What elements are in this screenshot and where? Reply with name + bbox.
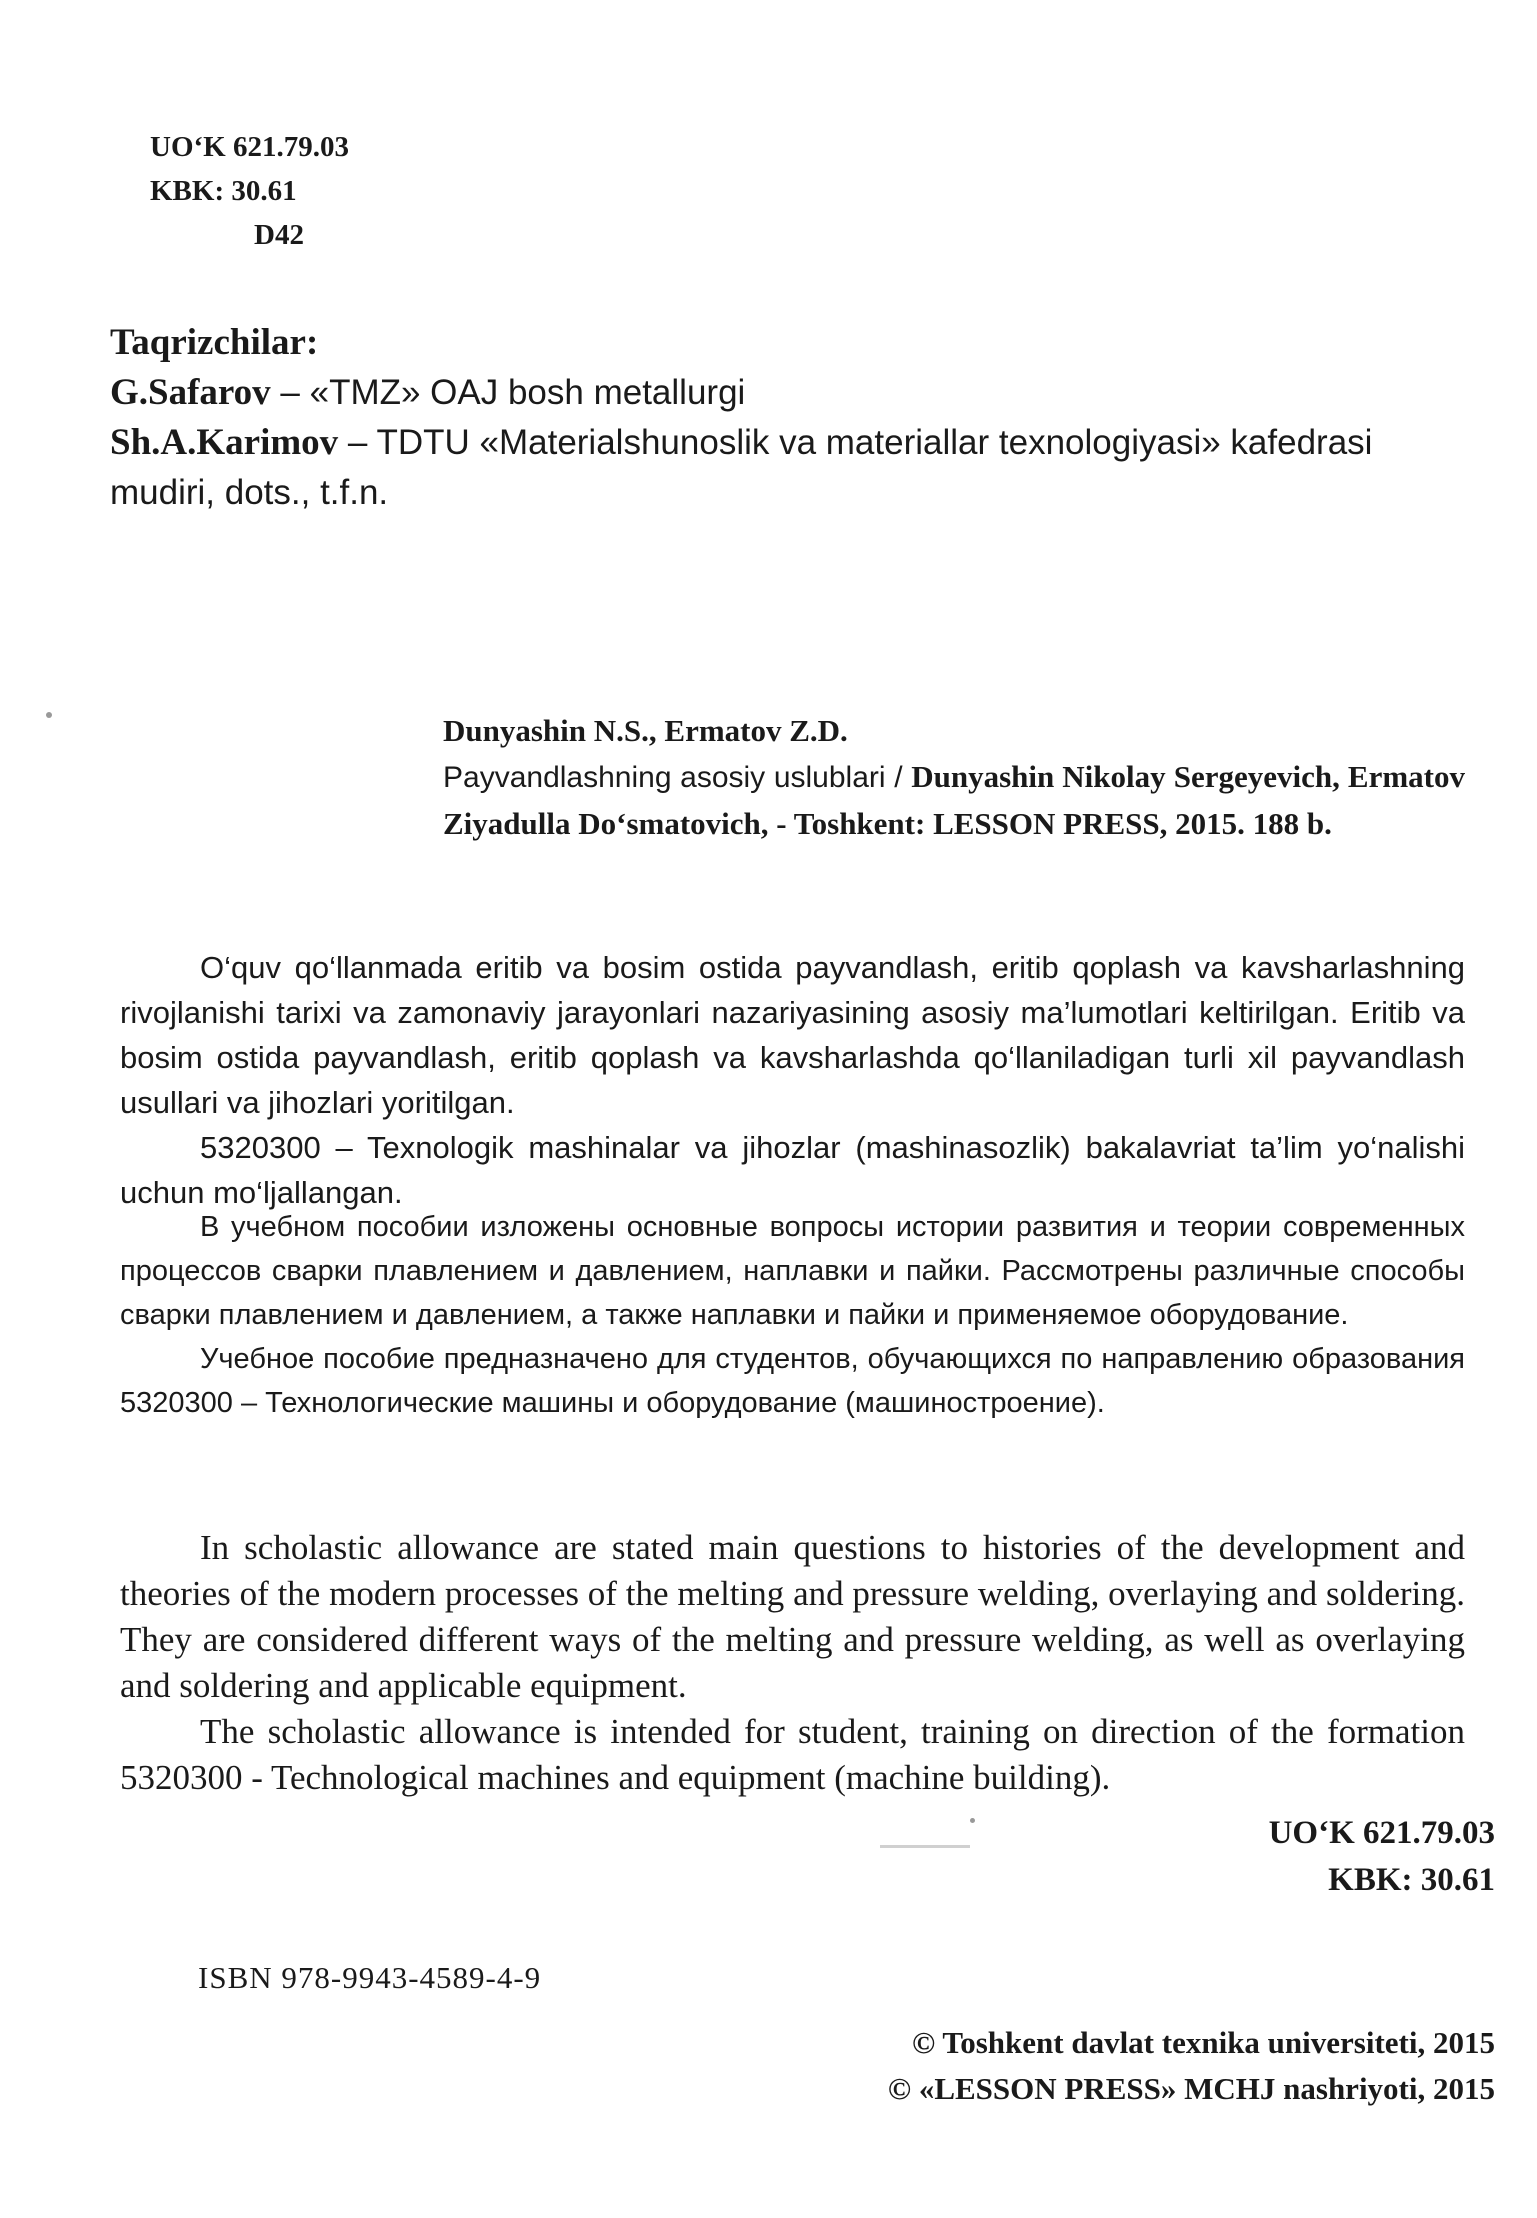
abstract-english [120,1525,1465,1801]
biblio-authors: Dunyashin N.S., Ermatov Z.D. [443,713,848,748]
bibliographic-record [395,708,1465,847]
abstract-en-p1: In scholastic allowance are stated main questions to histories of the development and theories of the modern processes of the melting and pressure welding, overlaying and soldering. They are considered different ways of the melting and pressure welding, as well as overlaying and soldering and applicable equipment. [120,1528,1465,1705]
abstract-uz-p2: 5320300 – Texnologik mashinalar va jihozlar (mashinasozlik) bakalavriat ta’lim yo‘nalishi uchun mo‘ljallangan. [120,1130,1465,1210]
copyright-line-2: © «LESSON PRESS» MCHJ nashriyoti, 2015 [887,2071,1495,2106]
reviewer-2 [110,418,1450,518]
reviewer-2-name: Sh.A.Karimov [110,422,339,463]
abstract-en-p2: The scholastic allowance is intended for student, training on direction of the formation 5320300 - Technological machines and equipment (machine building). [120,1712,1465,1797]
udk-code: UO‘K 621.79.03 [150,131,349,163]
scan-speck [970,1818,975,1823]
bbk-code-bottom: KBK: 30.61 [1328,1862,1495,1898]
author-mark: D42 [254,219,304,251]
abstract-russian [120,1205,1465,1425]
biblio-title: Payvandlashning asosiy uslublari / [443,761,912,794]
bbk-code: KBK: 30.61 [150,175,297,207]
abstract-ru-p2: Учебное пособие предназначено для студентов, обучающихся по направлению образования 5320300 – Технологические машины и оборудование (машиностроение). [120,1343,1465,1419]
scan-smudge [880,1845,970,1848]
reviewer-1 [110,368,1450,418]
reviewer-1-desc: – «TMZ» OAJ bosh metallurgi [270,373,746,412]
abstract-uzbek [120,945,1465,1215]
biblio-body [395,754,1465,847]
reviewers-heading: Taqrizchilar: [110,322,319,363]
copyright-line-1: © Toshkent davlat texnika universiteti, 2015 [912,2025,1495,2060]
reviewer-2-desc: – TDTU «Materialshunoslik va materiallar texnologiyasi» kafedrasi mudiri, dots., t.f.n. [110,423,1373,512]
copyright-block [888,2020,1495,2112]
udk-code-bottom: UO‘K 621.79.03 [1268,1815,1495,1851]
reviewer-1-name: G.Safarov [110,372,271,413]
classification-bottom [1269,1810,1495,1904]
abstract-uz-p1: O‘quv qo‘llanmada eritib va bosim ostida payvandlash, eritib qoplash va kavsharlashning rivojlanishi tarixi va zamonaviy jarayonlari nazariyasining asosiy ma’lumotlari keltirilgan. Eritib va bosim ostida payvandlash, eritib qoplash va kavsharlashda qo‘llaniladigan turli xil payvandlash usullari va jihozlari yoritilgan. [120,950,1465,1120]
abstract-ru-p1: В учебном пособии изложены основные вопросы истории развития и теории современных процессов сварки плавлением и давлением, наплавки и пайки. Рассмотрены различные способы сварки плавлением и давлением, а также наплавки и пайки и применяемое оборудование. [120,1211,1465,1331]
reviewers-section [110,318,1450,518]
classification-top [150,125,349,257]
isbn-number: ISBN 978-9943-4589-4-9 [198,1960,542,1995]
scan-speck [46,712,52,718]
biblio-full-authors: Dunyashin Nikolay Sergeyevich, Ermatov Ziyadulla Do‘smatovich, - Toshkent: LESSON PRESS, 2015. 188 b. [443,759,1466,841]
